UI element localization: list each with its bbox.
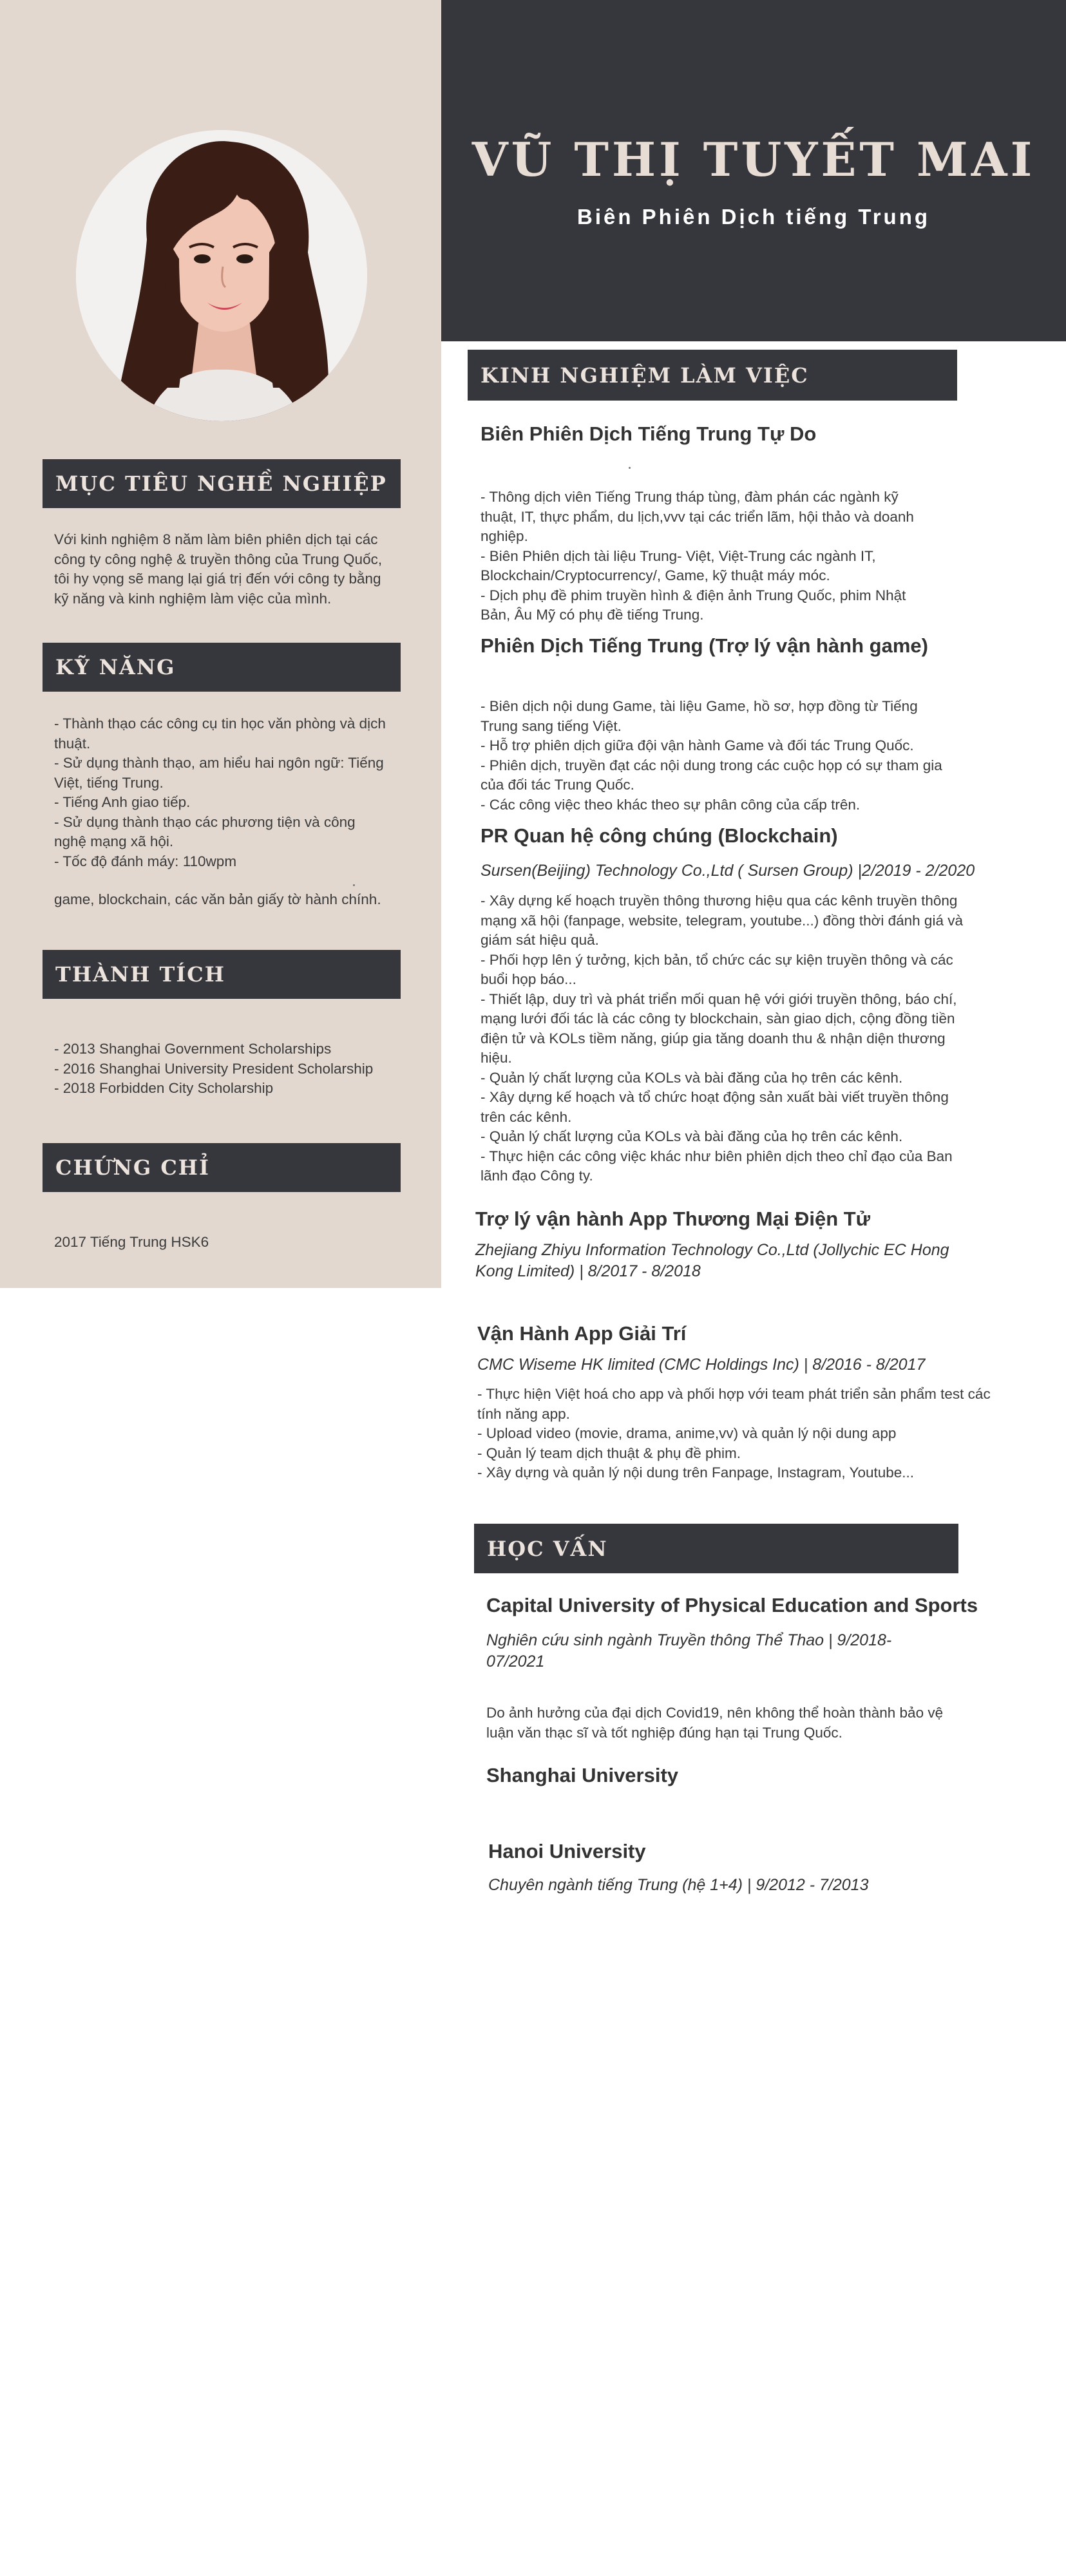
profile-photo: [76, 130, 367, 421]
school-name: Hanoi University: [488, 1840, 646, 1862]
job-title: Trợ lý vận hành App Thương Mại Điện Tử: [475, 1208, 871, 1230]
achievements-title: THÀNH TÍCH: [55, 962, 225, 987]
candidate-role: Biên Phiên Dịch tiếng Trung: [576, 205, 931, 229]
education-heading: [474, 1524, 958, 1573]
skills-title: KỸ NĂNG: [55, 655, 176, 679]
certificates-text: 2017 Tiếng Trung HSK6: [54, 1234, 209, 1250]
objective-heading: [43, 459, 401, 508]
school-name: Capital University of Physical Education and Sports: [486, 1594, 978, 1616]
school-note: Do ảnh hưởng của đại dịch Covid19, nên không thể hoàn thành bảo vệ luận văn thạc sĩ và tốt nghiệp đúng hạn tại Trung Quốc.: [486, 1705, 944, 1741]
job-title: PR Quan hệ công chúng (Blockchain): [481, 824, 838, 847]
candidate-name: VŨ THỊ TUYẾT MAI: [471, 132, 1036, 187]
job-description: - Xây dựng kế hoạch truyền thông thương hiệu qua các kênh truyền thông mạng xã hội (fanpage, website, telegram, youtube...) đồng thời đánh giá và giám sát hiệu quả. - Phối hợp lên ý tưởng, kịch bản, tổ chức các sự kiện truyền thông và các buổi họp báo... - Thiết lập, duy trì và phát triển mối quan hệ với giới truyền thông, báo chí, mạng lưới đối tác là các công ty blockchain, sàn giao dịch, cộng đồng tiền điện tử và KOLs tiềm năng, giúp gia tăng doanh thu & nhận diện thương hiệu. - Quản lý chất lượng của KOLs và bài đăng của họ trên các kênh. - Xây dựng kế hoạch và tổ chức hoạt động sản xuất bài viết truyền thông trên các kênh. - Quản lý chất lượng của KOLs và bài đăng của họ trên các kênh. - Thực hiện các công việc khác như biên phiên dịch theo chỉ đạo của Ban lãnh đạo Công ty.: [481, 893, 963, 1184]
certificates-title: CHỨNG CHỈ: [55, 1155, 210, 1180]
decorative-dot: [629, 467, 631, 469]
job-description: - Thông dịch viên Tiếng Trung tháp tùng, đàm phán các ngành kỹ thuật, IT, thực phẩm, du lịch,vvv tại các triển lãm, hội thảo và doanh nghiệp. - Biên Phiên dịch tài liệu Trung- Việt, Việt-Trung các ngành IT, Blockchain/Cryptocurrency/, Game, kỹ thuật máy móc. - Dịch phụ đề phim truyền hình & điện ảnh Trung Quốc, phim Nhật Bản, Âu Mỹ có phụ đề tiếng Trung.: [481, 489, 914, 623]
experience-title: KINH NGHIỆM LÀM VIỆC: [481, 363, 809, 388]
achievements-heading: [43, 950, 401, 999]
job-description: - Thực hiện Việt hoá cho app và phối hợp với team phát triển sản phẩm test các tính năng app. - Upload video (movie, drama, anime,vv) và quản lý nội dung app - Quản lý team dịch thuật & phụ đề phim. - Xây dựng và quản lý nội dung trên Fanpage, Instagram, Youtube...: [477, 1386, 991, 1481]
certificates-heading: [43, 1143, 401, 1192]
job-title: Vận Hành App Giải Trí: [477, 1322, 687, 1345]
objective-title: MỤC TIÊU NGHỀ NGHIỆP: [55, 471, 387, 496]
school-name: Shanghai University: [486, 1764, 679, 1786]
job-company: Sursen(Beijing) Technology Co.,Ltd ( Sursen Group) |2/2019 - 2/2020: [481, 862, 975, 880]
job-company: Zhejiang Zhiyu Information Technology Co.,Ltd (Jollychic EC Hong Kong Limited) | 8/2017 - 8/2018: [475, 1241, 949, 1280]
skills-heading: [43, 643, 401, 692]
job-title: Phiên Dịch Tiếng Trung (Trợ lý vận hành game): [481, 634, 928, 657]
skills-text: - Thành thạo các công cụ tin học văn phòng và dịch thuật. - Sử dụng thành thạo, am hiểu hai ngôn ngữ: Tiếng Việt, tiếng Trung. - Tiếng Anh giao tiếp. - Sử dụng thành thạo các phương tiện và công nghệ mạng xã hội. - Tốc độ đánh máy: 110wpm: [54, 715, 386, 869]
experience-heading: [468, 350, 957, 401]
portrait-illustration: [76, 130, 367, 421]
skills-extra: game, blockchain, các văn bản giấy tờ hành chính.: [54, 891, 381, 907]
decorative-dot: [353, 884, 355, 886]
education-title: HỌC VẤN: [487, 1536, 608, 1561]
school-detail: Chuyên ngành tiếng Trung (hệ 1+4) | 9/2012 - 7/2013: [488, 1876, 869, 1894]
job-title: Biên Phiên Dịch Tiếng Trung Tự Do: [481, 422, 817, 445]
objective-text: Với kinh nghiệm 8 năm làm biên phiên dịch tại các công ty công nghệ & truyền thông của Trung Quốc, tôi hy vọng sẽ mang lại giá trị đến với công ty bằng kỹ năng và kinh nghiệm làm việc của mình.: [54, 531, 383, 607]
school-detail: Nghiên cứu sinh ngành Truyền thông Thể Thao | 9/2018- 07/2021: [486, 1631, 892, 1671]
job-company: CMC Wiseme HK limited (CMC Holdings Inc) | 8/2016 - 8/2017: [477, 1356, 926, 1374]
job-description: - Biên dịch nội dung Game, tài liệu Game, hồ sơ, hợp đồng từ Tiếng Trung sang tiếng Việt. - Hỗ trợ phiên dịch giữa đội vận hành Game và đối tác Trung Quốc. - Phiên dịch, truyền đạt các nội dung trong các cuộc họp có sự tham gia của đối tác Trung Quốc. - Các công việc theo khác theo sự phân công của cấp trên.: [481, 698, 942, 813]
achievements-text: - 2013 Shanghai Government Scholarships - 2016 Shanghai University President Scholarship - 2018 Forbidden City Scholarship: [54, 1041, 374, 1096]
